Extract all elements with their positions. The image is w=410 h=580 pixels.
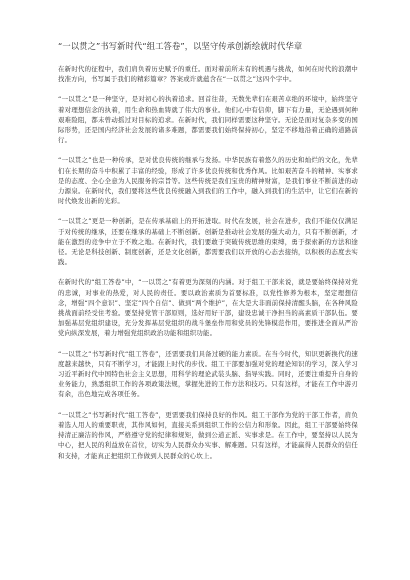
paragraph: “一以贯之”更是一种创新，是在传承基础上的开拓进取。时代在发展，社会在进步，我们不能仅仅满足于对传统的继承，还要在继承的基础上不断创新。创新是推动社会发展的强大动力，只有不断创新，才能在激烈的竞争中立于不败之地。在新时代，我们要敢于突破传统思维的束缚，勇于探索新的方法和途径。无论是科技创新、制度创新，还是文化创新，都需要我们以开放的心态去接纳，以积极的态度去实践。 <box>58 217 358 267</box>
paragraph: “一以贯之”书写新时代“组工答卷”，还需要我们具备过硬的能力素质。在当今时代，知识更新换代的速度越来越快，只有不断学习，才能跟上时代的步伐。组工干部要加强对党的理论知识的学习，深入学习习近平新时代中国特色社会主义思想，用科学的理论武装头脑、指导实践。同时，还要注重提升自身的业务能力，熟悉组织工作的各项政策法规，掌握先进的工作方法和技巧。只有这样，才能在工作中游刃有余，出色地完成各项任务。 <box>58 349 358 399</box>
paragraph: “一以贯之”是一种坚守，是对初心的执着追求。回首往昔，无数先辈们在艰苦卓绝的环境中，始终坚守着对理想信念的执着，用生命和热血铸就了伟大的事业。他们心中有信仰，脚下有力量，无论遇到何种艰难险阻，都未曾动摇过对目标的追求。在新时代，我们同样需要这种坚守。无论是面对复杂多变的国际形势，还是国内经济社会发展的诸多难题，都需要我们始终保持初心，坚定不移地沿着正确的道路前行。 <box>58 95 358 145</box>
document-body <box>58 40 358 471</box>
paragraph: “一以贯之”书写新时代“组工答卷”，更需要我们保持良好的作风。组工干部作为党的干部工作者，肩负着选人用人的重要职责，其作风如何，直接关系到组织工作的公信力和形象。因此，组工干部要始终保持清正廉洁的作风，严格遵守党的纪律和规矩，做到公道正派、实事求是。在工作中，要坚持以人民为中心，把人民的利益放在首位，切实为人民群众办实事、解难题。只有这样，才能赢得人民群众的信任和支持，才能真正把组织工作做到人民群众的心坎上。 <box>58 410 358 460</box>
paragraph: 在新时代的“组工答卷”中，“一以贯之”有着更为深刻的内涵。对于组工干部来说，就是要始终保持对党的忠诚，对事业的热爱，对人民的责任。要以政治素质为首要标准，以党性修养为根本，坚定理想信念，增强“四个意识”、坚定“四个自信”、做到“两个维护”，在大是大非面前保持清醒头脑，在各种风险挑战面前经受住考验。要坚持党管干部原则，选好用好干部，建设忠诚干净担当的高素质干部队伍。要加强基层党组织建设，充分发挥基层党组织的战斗堡垒作用和党员的先锋模范作用，要推进全面从严治党向纵深发展，着力增强党组织政治功能和组织功能。 <box>58 278 358 338</box>
paragraph: 在新时代的征程中，我们肩负着历史赋予的重任。面对着前所未有的机遇与挑战，如何在时代的浪潮中找准方向，书写属于我们的精彩篇章？答案或许就蕴含在“一以贯之”这四个字中。 <box>58 65 358 84</box>
paragraph: “一以贯之”也是一种传承，是对优良传统的继承与发扬。中华民族有着悠久的历史和灿烂的文化，先辈们在长期的奋斗中积累了丰富的经验，形成了许多优良传统和优秀作风。比如艰苦奋斗的精神、实事求是的态度、全心全意为人民服务的宗旨等。这些传统是我们宝贵的精神财富，是我们事业不断前进的动力源泉。在新时代，我们要将这些优良传统融入到我们的工作中，融入到我们的生活中，让它们在新的时代焕发出新的光彩。 <box>58 156 358 206</box>
document-title: “一以贯之”书写新时代“组工答卷”，以坚守传承创新绘就时代华章 <box>58 41 303 51</box>
